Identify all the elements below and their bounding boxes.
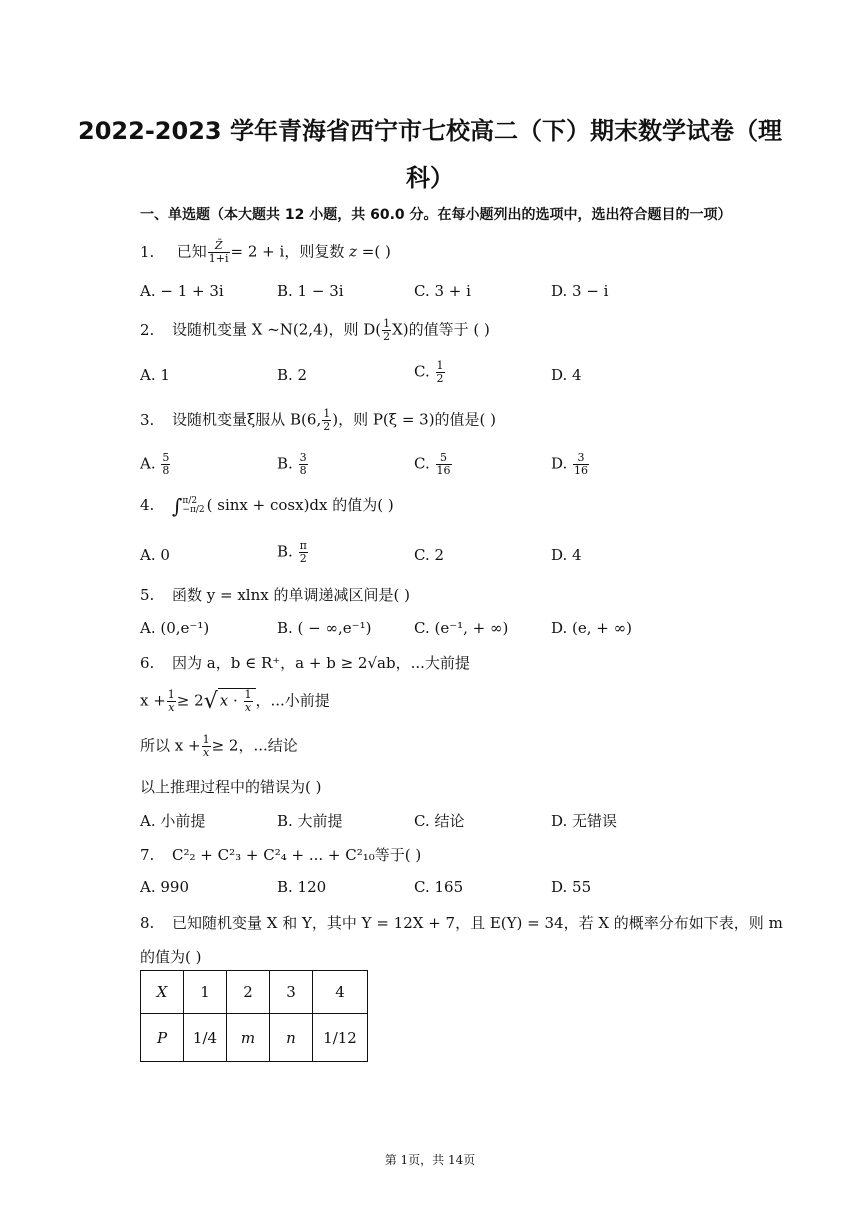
q7-option-c[interactable]: C. 165 (414, 878, 464, 896)
question-3: 3. 设随机变量ξ服从 B(6, $\frac{1}{2}$ )，则 P(ξ = 3)的值是( ) (140, 407, 497, 434)
section-heading: 一、单选题（本大题共 12 小题，共 60.0 分。在每小题列出的选项中，选出符合题目的一项） (140, 207, 732, 223)
q1-option-d[interactable]: D. 3 − i (551, 282, 609, 300)
q2-option-d[interactable]: D. 4 (551, 366, 582, 384)
q1-option-a[interactable]: A. − 1 + 3i (140, 282, 224, 300)
q5-option-c[interactable]: C. (e⁻¹, + ∞) (414, 619, 509, 637)
q6-option-c[interactable]: C. 结论 (414, 812, 465, 830)
question-2: 2. 设随机变量 X ~N(2,4)，则 D( $\frac{1}{2}$ X)的值等于 ( ) (140, 317, 490, 344)
q1-option-c[interactable]: C. 3 + i (414, 282, 471, 300)
cell-fraction: 1/4 (184, 1014, 227, 1062)
question-8: 8. 已知随机变量 X 和 Y，其中 Y = 12X + 7，且 E(Y) = 34，若 X 的概率分布如下表，则 m (140, 914, 783, 932)
q6-option-a[interactable]: A. 小前提 (140, 812, 206, 830)
question-7: 7. C²₂ + C²₃ + C²₄ + ... + C²₁₀等于( ) (140, 846, 422, 864)
q2-option-a[interactable]: A. 1 (140, 366, 170, 384)
q3-option-a[interactable]: A. $\frac{5}{8}$ (140, 451, 170, 478)
q4-option-a[interactable]: A. 0 (140, 546, 170, 564)
table-row: P 1/4 m n 1/12 (141, 1014, 368, 1062)
question-1: 1. 已知 $\frac{Z̄}{1+i}$ = 2 + i，则复数 z =( ) (140, 239, 391, 266)
q1-option-b[interactable]: B. 1 − 3i (277, 282, 344, 300)
q6-option-d[interactable]: D. 无错误 (551, 812, 618, 830)
q7-option-b[interactable]: B. 120 (277, 878, 327, 896)
q6-minor-premise: x + $\frac{1}{x}$ ≥ 2√ x · $\frac{1}{x}$ ，...小前提 (140, 688, 330, 715)
question-6: 6. 因为 a，b ∈ R⁺，a + b ≥ 2√ab，...大前提 (140, 654, 470, 672)
q6-question-line: 以上推理过程中的错误为( ) (140, 778, 322, 796)
q5-option-b[interactable]: B. ( − ∞,e⁻¹) (277, 619, 372, 637)
q8-line2: 的值为( ) (140, 948, 202, 966)
q6-option-b[interactable]: B. 大前提 (277, 812, 343, 830)
question-4: 4. ∫ π/2 −π/2 ( sinx + cosx)dx 的值为( ) (140, 494, 394, 518)
q4-option-c[interactable]: C. 2 (414, 546, 445, 564)
q7-option-d[interactable]: D. 55 (551, 878, 592, 896)
page-footer: 第 1页，共 14页 (384, 1153, 476, 1167)
q3-option-c[interactable]: C. $\frac{5}{16}$ (414, 451, 451, 478)
cell-fraction: 1/12 (313, 1014, 368, 1062)
q3-option-d[interactable]: D. $\frac{3}{16}$ (551, 451, 589, 478)
q5-option-a[interactable]: A. (0,e⁻¹) (140, 619, 210, 637)
q2-option-b[interactable]: B. 2 (277, 366, 308, 384)
q7-option-a[interactable]: A. 990 (140, 878, 189, 896)
q2-option-c[interactable]: C. $\frac{1}{2}$ (414, 359, 444, 386)
q5-option-d[interactable]: D. (e, + ∞) (551, 619, 632, 637)
q3-option-b[interactable]: B. $\frac{3}{8}$ (277, 451, 307, 478)
table-row: X 1 2 3 4 (141, 971, 368, 1014)
fraction: $\frac{Z̄}{1+i}$ (208, 239, 229, 266)
q4-option-d[interactable]: D. 4 (551, 546, 582, 564)
q6-conclusion: 所以 x + $\frac{1}{x}$ ≥ 2，...结论 (140, 733, 298, 760)
distribution-table (140, 970, 368, 1062)
question-5: 5. 函数 y = xlnx 的单调递减区间是( ) (140, 586, 410, 604)
page-title: 2022-2023 学年青海省西宁市七校高二（下）期末数学试卷（理 科） (78, 117, 782, 192)
q4-option-b[interactable]: B. $\frac{\pi}{2}$ (277, 539, 307, 566)
